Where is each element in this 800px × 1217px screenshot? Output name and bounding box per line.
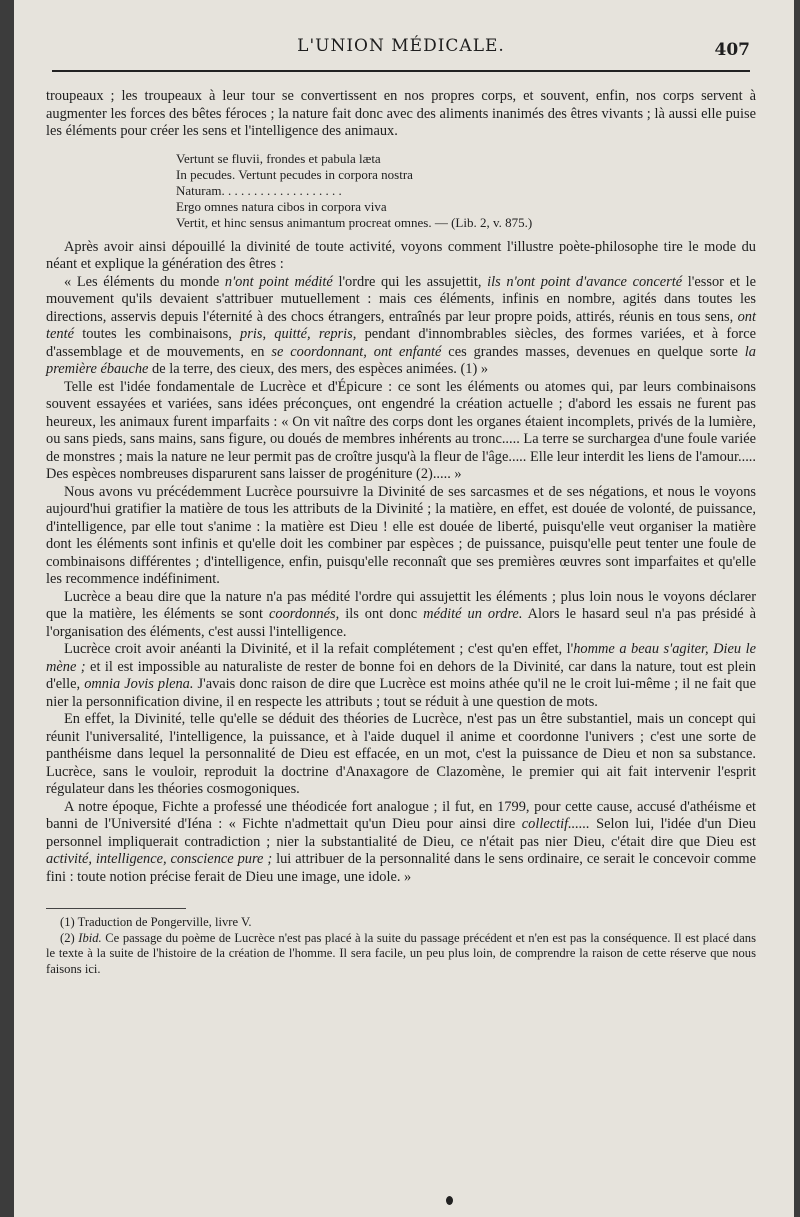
text-run: Lucrèce a beau dire que la nature n'a pas médité l'ordre qui assujettit les éléments ; plus loin nous le voyons déclarer que la matière, les éléments se sont <box>46 588 756 622</box>
italic-text: pris, quitté, repris, <box>240 326 357 342</box>
italic-text: collectif...... <box>521 816 590 832</box>
paragraphs-before-verse <box>46 88 756 141</box>
paragraph <box>46 711 756 799</box>
paragraph <box>46 274 756 379</box>
italic-text: ils n'ont point d'avance concerté <box>487 273 683 290</box>
running-title: L'UNION MÉDICALE. <box>297 36 505 56</box>
text-run: de la terre, des cieux, des mers, des espèces animées. (1) » <box>148 361 489 377</box>
text-run: En effet, la Divinité, telle qu'elle se déduit des théories de Lucrèce, n'est pas un être substantiel, mais un concept qui réunit l'universalité, l'intelligence, la puissance, et à l'aide duquel il anime et coordonne l'univers ; c'est une sorte de panthéisme dans lequel la personnalité de Dieu est effacée, en un mot, c'est la puissance de Dieu et non sa substance. Lucrèce, sans le vouloir, reproduit la doctrine d'Anaxagore de Clazomène, le premier qui ait fait intervenir l'esprit régulateur dans les théories cosmogoniques. <box>46 711 756 797</box>
italic-text: n'ont point médité <box>224 273 333 290</box>
text-run: Après avoir ainsi dépouillé la divinité de toute activité, voyons comment l'illustre poète-philosophe tire le mode du néant et explique la génération des êtres : <box>46 238 756 272</box>
footnotes <box>46 915 756 977</box>
text-run: pendant d'innombrables siècles, des formes variées, et à force d'assemblage et de mouvements, en <box>46 326 756 360</box>
text-run: ils ont donc <box>339 606 424 622</box>
verse-line: Vertunt se fluvii, frondes et pabula læta <box>176 150 381 166</box>
verse-line: Vertit, et hinc sensus animantum procreat omnes. — (Lib. 2, v. 875.) <box>176 214 533 230</box>
italic-text: Ibid. <box>78 930 102 945</box>
italic-text: médité un ordre. <box>423 606 523 622</box>
italic-text: activité, intelligence, conscience pure ; <box>46 851 273 867</box>
verse-line: In pecudes. Vertunt pecudes in corpora nostra <box>176 166 413 182</box>
text-run: Nous avons vu précédemment Lucrèce poursuivre la Divinité de ses sarcasmes et de ses négations, et nous le voyons aujourd'hui gratifier la matière de tous les attributs de la Divinité ; la matière, en effet, est douée de volonté, de puissance, d'intelligence, par elle tout s'anime : la matière est Dieu ! elle est douée de liberté, puisqu'elle veut organiser la matière dont les éléments sont infinis et qu'elle doit les combiner par espèces ; de puissance, puisqu'elle peut tenter une foule de combinaisons différentes ; d'intelligence, enfin, puisqu'elle reconnaît que ses premières œuvres sont imparfaites et qu'elle les recommence indéfiniment. <box>46 483 756 587</box>
page-header <box>52 0 750 72</box>
paragraph <box>46 799 756 887</box>
text-run: J'avais donc raison de dire que Lucrèce est moins athée qu'il ne le croit lui-même ; il ne fait que nier la personnification divine, il en respecte les attributs ; tout se réduit à une question de mots. <box>46 676 757 710</box>
text-run: (1) Traduction de Pongerville, livre V. <box>60 915 252 929</box>
italic-text: se coordonnant, ont enfanté <box>271 343 442 360</box>
paragraph <box>46 589 756 642</box>
text-run: Telle est l'idée fondamentale de Lucrèce et d'Épicure : ce sont les éléments ou atomes qui, par leurs combinaisons souvent essayées et variées, sans idées préconçues, ont engendré la création actuelle ; d'abord les essais ne furent pas heureux, les animaux furent imparfaits : « On vit naître des corps dont les organes étaient incomplets, privés de la lumière, ou sans pieds, sans mains, sans figure, ou doués de membres inhérents au tronc..... La terre se surchargea d'une foule variée de monstres ; mais la nature ne leur permit pas de croître jusqu'à la fleur de l'âge..... Elle leur interdit les liens de l'amour..... Des espèces nombreuses disparurent sans laisser de progéniture (2)..... » <box>46 378 756 482</box>
text-run: Alors le hasard seul n'a pas présidé à l'organisation des éléments, c'est aussi l'intelligence. <box>46 606 757 640</box>
text-run: « Les éléments du monde <box>64 273 225 290</box>
text-run: et il est impossible au naturaliste de rester de bonne foi en dehors de la Divinité, car dans la nature, tout est plein d'elle, <box>46 658 756 692</box>
text-run: lui attribuer de la personnalité dans le sens ordinaire, ce serait le concevoir comme fini : toute notion précise ferait de Dieu une image, une idole. » <box>46 851 756 885</box>
footnote-divider <box>46 908 186 909</box>
paragraph <box>46 484 756 589</box>
paragraph <box>46 379 756 484</box>
text-run: toutes les combinaisons, <box>73 326 241 342</box>
paragraph <box>46 88 756 141</box>
page-number: 407 <box>714 40 750 60</box>
text-run: Ce passage du poème de Lucrèce n'est pas placé à la suite du passage précédent et n'en est pas la conséquence. Il est placé dans le texte à la suite de l'histoire de la création de l'homme. Il sera facile, un peu plus loin, de comprendre la raison de cette réserve que nous faisons ici. <box>46 930 756 976</box>
footnote <box>46 931 756 978</box>
paragraph <box>46 239 756 274</box>
text-run: l'essor et le mouvement qu'ils devaient s'attribuer mutuellement : mais ces éléments, infinis en nombre, agités dans toutes les directions, asservis depuis l'éternité à des chocs étrangers, entraînés par leur propre poids, attirés, réunis en tous sens, <box>46 273 756 325</box>
italic-text: ont tenté <box>46 308 756 342</box>
italic-text: la première ébauche <box>46 343 756 377</box>
body-text <box>46 88 756 886</box>
paragraph <box>46 641 756 711</box>
text-run: Lucrèce croit avoir anéanti la Divinité, et il la refait complétement ; c'est qu'en effet, l' <box>64 641 574 657</box>
text-run: A notre époque, Fichte a professé une théodicée fort analogue ; il fut, en 1799, pour cette cause, accusé d'athéisme et banni de l'Université d'Iéna : « Fichte n'admettait qu'un Dieu pour ainsi dire <box>46 798 756 832</box>
paragraphs-after-verse <box>46 239 756 887</box>
verse-line: Ergo omnes natura cibos in corpora viva <box>176 198 387 214</box>
page-dot-mark <box>446 1196 453 1205</box>
italic-text: homme a beau s'agiter, Dieu le mène ; <box>46 641 756 675</box>
text-run: l'ordre qui les assujettit, <box>332 273 488 290</box>
journal-page <box>14 0 794 1217</box>
verse-line: Naturam. . . . . . . . . . . . . . . . . . . <box>176 182 342 198</box>
text-run: (2) <box>60 930 79 945</box>
footnote <box>46 915 756 931</box>
italic-text: omnia Jovis plena. <box>84 676 194 692</box>
text-run: ces grandes masses, devenues en quelque sorte <box>441 343 745 360</box>
text-run: Selon lui, l'idée d'un Dieu personnel impliquerait contradiction ; nier la substantialité de Dieu, ce n'était pas nier Dieu, c'était dire que Dieu est <box>46 816 756 850</box>
latin-verse-quote <box>176 151 756 231</box>
italic-text: coordonnés, <box>269 606 340 622</box>
text-run: troupeaux ; les troupeaux à leur tour se convertissent en nos propres corps, et souvent, enfin, nos corps servent à augmenter les forces des bêtes féroces ; la nature fait donc avec des aliments inanimés des êtres vivants ; là aussi elle puise les éléments pour créer les sens et l'intelligence des animaux. <box>46 88 756 139</box>
